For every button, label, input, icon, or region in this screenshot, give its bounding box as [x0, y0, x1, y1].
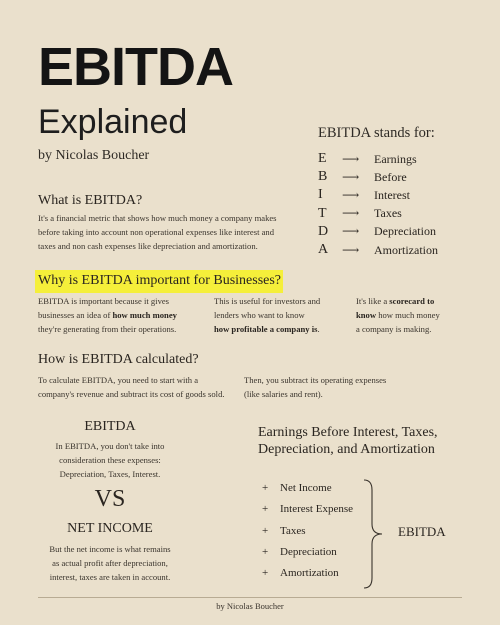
footer-byline: by Nicolas Boucher [216, 601, 284, 611]
plus-icon: + [262, 503, 269, 516]
acronym-row [318, 205, 488, 223]
component-label: Taxes [280, 524, 306, 537]
why-line: lenders who want to know [214, 309, 305, 320]
arrow-icon: ⟶ [342, 242, 360, 257]
arrow-icon: ⟶ [342, 169, 360, 184]
compare-line: In EBITDA, you don't take into [55, 441, 165, 451]
why-line [356, 295, 476, 309]
why-line [38, 309, 208, 323]
acronym-letter: D [318, 223, 329, 239]
arrow-icon: ⟶ [342, 206, 360, 221]
ebitda-description [30, 440, 190, 481]
acronym-row [318, 186, 488, 204]
component-label: Net Income [280, 482, 332, 494]
acronym-word: Earnings [374, 151, 417, 166]
page-title: EBITDA [38, 37, 233, 97]
why-line [356, 309, 476, 323]
what-paragraph [38, 212, 308, 253]
why-line [214, 323, 354, 337]
how-line: To calculate EBITDA, you need to start with a [38, 375, 199, 385]
why-line: This is useful for investors and [214, 296, 321, 306]
footer-divider [38, 597, 462, 598]
component-row [262, 482, 353, 503]
why-emphasis: how profitable a company is [214, 323, 318, 334]
acronym-list [318, 150, 488, 259]
why-line: they're generating from their operations. [38, 323, 177, 334]
how-line: company's revenue and subtract its cost of goods sold. [38, 388, 225, 399]
stands-for-heading: EBITDA stands for: [318, 125, 435, 141]
plus-icon: + [262, 482, 269, 494]
how-right [244, 374, 444, 402]
why-line: a company is making. [356, 323, 432, 334]
what-heading: What is EBITDA? [38, 193, 143, 208]
acronym-word: Before [374, 169, 407, 184]
acronym-word: Depreciation [374, 224, 436, 239]
vs-label: VS [94, 486, 126, 512]
what-line: before taking into account non operational expenses like interest and [38, 226, 275, 237]
author-byline: by Nicolas Boucher [38, 148, 150, 163]
compare-line: Depreciation, Taxes, Interest. [59, 468, 161, 479]
acronym-row [318, 150, 488, 168]
acronym-letter: A [318, 242, 329, 258]
ebitda-label: EBITDA [84, 419, 136, 434]
net-income-description [30, 543, 190, 584]
acronym-letter: E [318, 151, 327, 167]
acronym-letter: B [318, 169, 328, 185]
how-heading: How is EBITDA calculated? [38, 352, 199, 367]
plus-icon: + [262, 545, 269, 558]
why-emphasis: know [356, 309, 377, 320]
component-row [262, 567, 353, 588]
component-label: Amortization [280, 567, 339, 580]
curly-brace-icon [360, 478, 388, 590]
why-col-2 [214, 295, 354, 336]
acronym-letter: T [318, 205, 327, 221]
acronym-row [318, 223, 488, 241]
what-line: It's a financial metric that shows how much money a company makes [38, 213, 277, 223]
acronym-row [318, 241, 488, 259]
why-emphasis: how much money [112, 309, 177, 320]
why-text: how much money [376, 309, 440, 320]
why-heading: Why is EBITDA important for Businesses? [38, 273, 282, 288]
how-left [38, 374, 248, 402]
acronym-row [318, 168, 488, 186]
why-text: . [317, 323, 320, 334]
arrow-icon: ⟶ [342, 151, 360, 166]
formula-components [262, 482, 353, 588]
plus-icon: + [262, 524, 269, 537]
what-line: taxes and non cash expenses like depreciation and amortization. [38, 240, 258, 251]
component-row [262, 525, 353, 546]
plus-icon: + [262, 567, 269, 580]
arrow-icon: ⟶ [342, 187, 360, 202]
how-line: (like salaries and rent). [244, 388, 323, 399]
arrow-icon: ⟶ [342, 224, 360, 239]
acronym-word: Taxes [374, 206, 402, 221]
component-row [262, 503, 353, 524]
compare-line: as actual profit after depreciation, [52, 557, 168, 568]
why-col-3 [356, 295, 476, 336]
formula-title: Earnings Before Interest, Taxes, Depreciation, and Amortization [258, 425, 438, 457]
why-text: It's like a [356, 296, 390, 306]
component-label: Depreciation [280, 545, 337, 558]
acronym-letter: I [318, 187, 323, 203]
compare-line: consideration these expenses: [59, 454, 161, 465]
why-emphasis: scorecard to [389, 296, 435, 306]
net-income-label: NET INCOME [67, 521, 153, 536]
compare-line: But the net income is what remains [49, 544, 171, 554]
component-label: Interest Expense [280, 503, 353, 516]
acronym-word: Amortization [374, 242, 438, 257]
why-text: businesses an idea of [38, 309, 113, 320]
formula-result: EBITDA [398, 524, 446, 539]
why-line: EBITDA is important because it gives [38, 296, 170, 306]
page-subtitle: Explained [38, 103, 188, 141]
how-line: Then, you subtract its operating expenses [244, 375, 387, 385]
acronym-word: Interest [374, 187, 410, 202]
component-row [262, 546, 353, 567]
compare-line: interest, taxes are taken in account. [49, 571, 171, 582]
why-col-1 [38, 295, 208, 336]
